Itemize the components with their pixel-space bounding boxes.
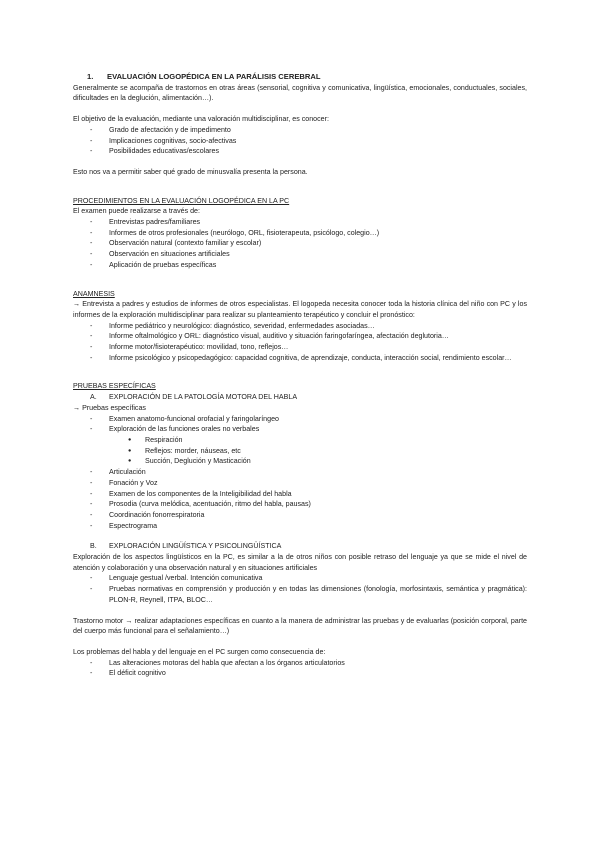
document-page (73, 72, 527, 679)
subsection-a-list (73, 414, 527, 435)
anamnesis-text: → Entrevista a padres y estudios de informes de otros especialistas. El logopeda necesita conocer toda la historia clínica del niño con PC y los informes de la exploración multidisciplinar para realizar su planteamiento terapéutico y concluir el pronóstico: (73, 300, 527, 319)
section-title (73, 72, 527, 83)
list-item: - El déficit cognitivo (73, 668, 527, 679)
list-item: - Pruebas normativas en comprensión y producción y en todas las dimensiones (fonología, morfosintaxis, semántica y pragmática): PLON-R, Reynell, ITPA, BLOC… (73, 584, 527, 605)
anamnesis-heading: ANAMNESIS (73, 289, 115, 298)
anamnesis-list (73, 321, 527, 364)
list-item: - Articulación (73, 467, 527, 478)
list-item: - Prosodia (curva melódica, acentuación, ritmo del habla, pausas) (73, 499, 527, 510)
list-item: - Examen de los componentes de la Inteligibilidad del habla (73, 489, 527, 500)
list-item: - Aplicación de pruebas específicas (73, 260, 527, 271)
list-item: - Grado de afectación y de impedimento (73, 125, 527, 136)
list-item: - Posibilidades educativas/escolares (73, 146, 527, 157)
list-item: - Informes de otros profesionales (neurólogo, ORL, fisioterapeuta, psicólogo, colegio…) (73, 228, 527, 239)
subsection-a-intro: → Pruebas específicas (73, 403, 146, 412)
subsection-a-list-continued (73, 467, 527, 531)
subsection-b-letter: B. (90, 542, 97, 551)
list-item: - Fonación y Voz (73, 478, 527, 489)
subsection-b-title (73, 541, 527, 552)
list-item: - Informe pediátrico y neurológico: diagnóstico, severidad, enfermedades asociadas… (73, 321, 527, 332)
motor-note: Trastorno motor → realizar adaptaciones específicas en cuanto a la manera de administrar las pruebas y de evaluarlas (posición corporal, parte del cuerpo más funcional para el señalamiento…) (73, 616, 527, 636)
list-item: - Informe motor/fisioterapéutico: movilidad, tono, reflejos… (73, 342, 527, 353)
objective-list (73, 125, 527, 157)
conclusion-paragraph: Esto nos va a permitir saber qué grado de minusvalía presenta la persona. (73, 167, 308, 176)
subsection-a-title-text: EXPLORACIÓN DE LA PATOLOGÍA MOTORA DEL HABLA (109, 393, 298, 402)
list-item: - Lenguaje gestual /verbal. Intención comunicativa (73, 573, 527, 584)
problems-intro: Los problemas del habla y del lenguaje en el PC surgen como consecuencia de: (73, 647, 326, 656)
tests-heading: PRUEBAS ESPECÍFICAS (73, 382, 156, 391)
list-item: - Examen anatomo-funcional orofacial y faringolaríngeo (73, 414, 527, 425)
subsection-a-letter: A. (90, 393, 97, 402)
objective-intro: El objetivo de la evaluación, mediante una valoración multidisciplinar, es conocer: (73, 115, 329, 124)
problems-list (73, 658, 527, 679)
list-item: - Observación en situaciones artificiales (73, 249, 527, 260)
subsection-b-title-text: EXPLORACIÓN LINGÜÍSTICA Y PSICOLINGÜÍSTICA (109, 542, 282, 551)
list-item: - Informe psicológico y psicopedagógico: capacidad cognitiva, de aprendizaje, conducta, interacción social, rendimiento escolar… (73, 353, 527, 364)
list-item: - Observación natural (contexto familiar y escolar) (73, 238, 527, 249)
list-item: - Exploración de las funciones orales no verbales (73, 424, 527, 435)
list-item: - Las alteraciones motoras del habla que afectan a los órganos articulatorios (73, 658, 527, 669)
list-item: ● Succión, Deglución y Masticación (73, 456, 527, 467)
procedures-intro: El examen puede realizarse a través de: (73, 207, 200, 216)
section-title-text: EVALUACIÓN LOGOPÉDICA EN LA PARÁLISIS CEREBRAL (107, 72, 321, 81)
intro-paragraph: Generalmente se acompaña de trastornos en otras áreas (sensorial, cognitiva y comunicativa, lingüística, emocionales, conductuales, sociales, dificultades en la deglución, alimentación…). (73, 83, 527, 103)
oral-functions-sublist (73, 435, 527, 467)
procedures-heading: PROCEDIMIENTOS EN LA EVALUACIÓN LOGOPÉDICA EN LA PC (73, 196, 290, 205)
procedures-list (73, 217, 527, 271)
list-item: - Coordinación fonorrespiratoria (73, 510, 527, 521)
list-item: ● Reflejos: morder, náuseas, etc (73, 446, 527, 457)
subsection-b-list (73, 573, 527, 605)
subsection-a-title (73, 392, 527, 403)
list-item: - Entrevistas padres/familiares (73, 217, 527, 228)
subsection-b-intro: Exploración de los aspectos lingüísticos en la PC, es similar a la de otros niños con posible retraso del lenguaje ya que se mide el nivel de atención y colaboración y una observación natural y en situaciones artificiales (73, 553, 527, 572)
list-item: - Implicaciones cognitivas, socio-afectivas (73, 136, 527, 147)
list-item: ● Respiración (73, 435, 527, 446)
list-item: - Informe oftalmológico y ORL: diagnóstico visual, auditivo y situación faringofaríngea, afectación deglutoria… (73, 331, 527, 342)
list-item: - Espectrograma (73, 521, 527, 532)
section-number: 1. (87, 72, 94, 81)
